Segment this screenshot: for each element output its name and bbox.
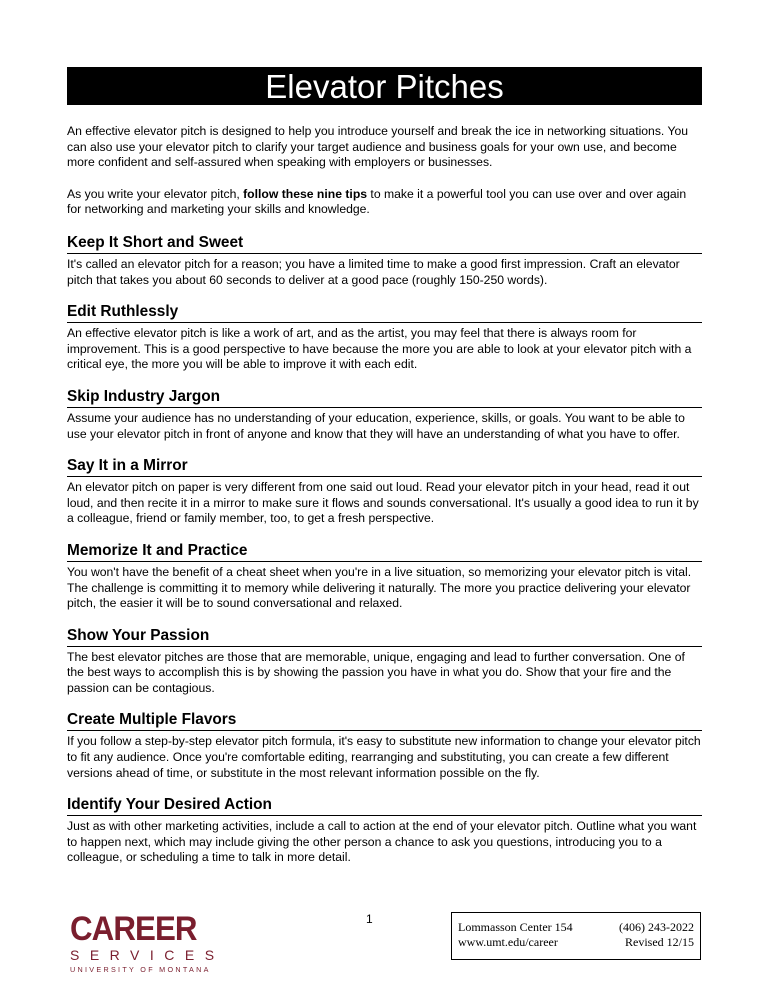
section-short-and-sweet <box>67 233 702 288</box>
document-body <box>67 124 702 880</box>
section-body: If you follow a step-by-step elevator pitch formula, it's easy to substitute new information to change your elevator pitch to fit any audience. Once you're comfortable editing, rearranging and substituting, you can create a few different versions ahead of time, or substitute in the most relevant information possible on the fly. <box>67 734 701 780</box>
intro-text-before: As you write your elevator pitch, <box>67 186 244 201</box>
contact-location: Lommasson Center 154 <box>458 920 573 934</box>
section-heading: Identify Your Desired Action <box>67 795 702 816</box>
section-heading: Show Your Passion <box>67 626 702 647</box>
section-body: An elevator pitch on paper is very different from one said out loud. Read your elevator pitch in your head, read it out loud, and then recite it in a mirror to make sure it flows and sounds conversational. It's usually a good idea to run it by a colleague, friend or family member, too, to get a fresh perspective. <box>67 480 699 526</box>
section-body: It's called an elevator pitch for a reason; you have a limited time to make a good first impression. Craft an elevator pitch that takes you about 60 seconds to deliver at a good pace (roughly 150-250 words). <box>67 256 680 287</box>
section-body: An effective elevator pitch is like a work of art, and as the artist, you may feel that there is always room for improvement. This is a good perspective to have because the more you are able to look at your elevator pitch with a critical eye, the more you will be able to improve it with each edit. <box>67 326 692 372</box>
section-passion <box>67 626 702 697</box>
logo-university-text: UNIVERSITY OF MONTANA <box>70 965 211 974</box>
section-flavors <box>67 710 702 781</box>
logo-services-text: SERVICES <box>70 947 225 963</box>
section-heading: Create Multiple Flavors <box>67 710 702 731</box>
section-body: You won't have the benefit of a cheat sheet when you're in a live situation, so memorizing your elevator pitch is vital. The challenge is committing it to memory while delivering it naturally. The more you practice delivering your elevator pitch, the easier it will be to sound conversational and relaxed. <box>67 564 692 611</box>
intro-emphasis: follow these nine tips <box>243 186 368 201</box>
section-memorize <box>67 541 702 612</box>
logo-career-text: CAREER <box>70 910 197 948</box>
contact-phone: (406) 243-2022 <box>619 920 694 934</box>
section-edit-ruthlessly <box>67 302 702 373</box>
section-heading: Skip Industry Jargon <box>67 387 702 408</box>
section-desired-action <box>67 795 702 866</box>
page-title: Elevator Pitches <box>67 67 702 105</box>
page-number: 1 <box>366 912 373 926</box>
contact-box <box>451 912 701 960</box>
section-body: Assume your audience has no understanding of your education, experience, skills, or goals. You want to be able to use your elevator pitch in front of anyone and know that they will have an understanding of what you have to offer. <box>67 410 685 441</box>
contact-website[interactable]: www.umt.edu/career <box>458 935 558 949</box>
section-skip-jargon <box>67 387 702 442</box>
intro-paragraph-1: An effective elevator pitch is designed to help you introduce yourself and break the ice in networking situations. You can also use your elevator pitch to clarify your target audience and business goals for your own use, and become more confident and self-assured when speaking with employers or businesses. <box>67 124 689 170</box>
contact-row-2 <box>458 935 694 950</box>
revision-date: Revised 12/15 <box>625 935 694 949</box>
section-heading: Edit Ruthlessly <box>67 302 702 323</box>
section-heading: Say It in a Mirror <box>67 456 702 477</box>
intro-text-after: to make it a powerful tool you can use over and over again for networking and marketing your skills and knowledge. <box>67 186 687 217</box>
career-services-logo <box>70 910 225 975</box>
section-mirror <box>67 456 702 527</box>
intro-paragraph-2 <box>67 187 702 218</box>
section-body: The best elevator pitches are those that are memorable, unique, engaging and lead to further conversation. One of the best ways to accomplish this is by showing the passion you have in what you do. Show that your fire and the passion can be contagious. <box>67 649 685 695</box>
contact-row-1 <box>458 920 694 935</box>
section-heading: Memorize It and Practice <box>67 541 702 562</box>
section-body: Just as with other marketing activities, include a call to action at the end of your elevator pitch. Outline what you want to happen next, which may include giving the other person a chance to ask you questions, introducing you to a colleague, or scheduling a time to talk in more detail. <box>67 819 697 865</box>
section-heading: Keep It Short and Sweet <box>67 233 702 254</box>
